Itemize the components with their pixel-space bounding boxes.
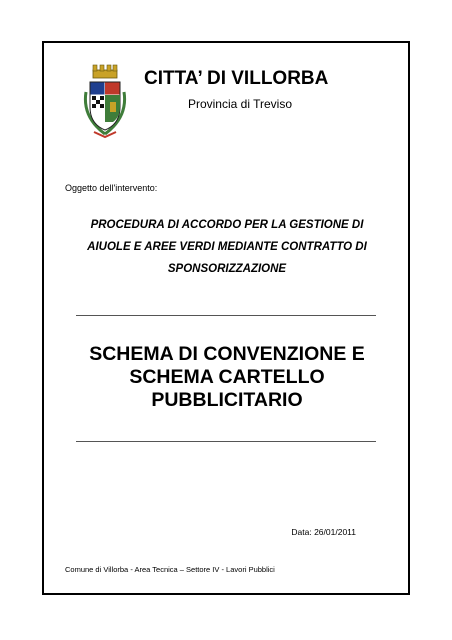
divider-top [76, 315, 376, 316]
procedure-title [60, 214, 394, 280]
divider-bottom [76, 441, 376, 442]
document-title-line: SCHEMA CARTELLO [129, 366, 325, 388]
province-name: Provincia di Treviso [187, 97, 293, 111]
procedure-title-line: AIUOLE E AREE VERDI MEDIANTE CONTRATTO DI [87, 241, 367, 253]
municipal-crest-icon [80, 62, 130, 142]
city-title: CITTA’ DI VILLORBA [144, 68, 329, 89]
document-title-line: SCHEMA DI CONVENZIONE E [89, 343, 365, 365]
subject-label: Oggetto dell'intervento: [65, 183, 158, 193]
document-date: Data: 26/01/2011 [291, 527, 356, 537]
document-title [60, 343, 394, 412]
document-title-line: PUBBLICITARIO [151, 389, 303, 411]
footer-text: Comune di Villorba - Area Tecnica – Settore IV - Lavori Pubblici [65, 565, 275, 574]
procedure-title-line: SPONSORIZZAZIONE [167, 263, 287, 275]
procedure-title-line: PROCEDURA DI ACCORDO PER LA GESTIONE DI [90, 219, 364, 231]
